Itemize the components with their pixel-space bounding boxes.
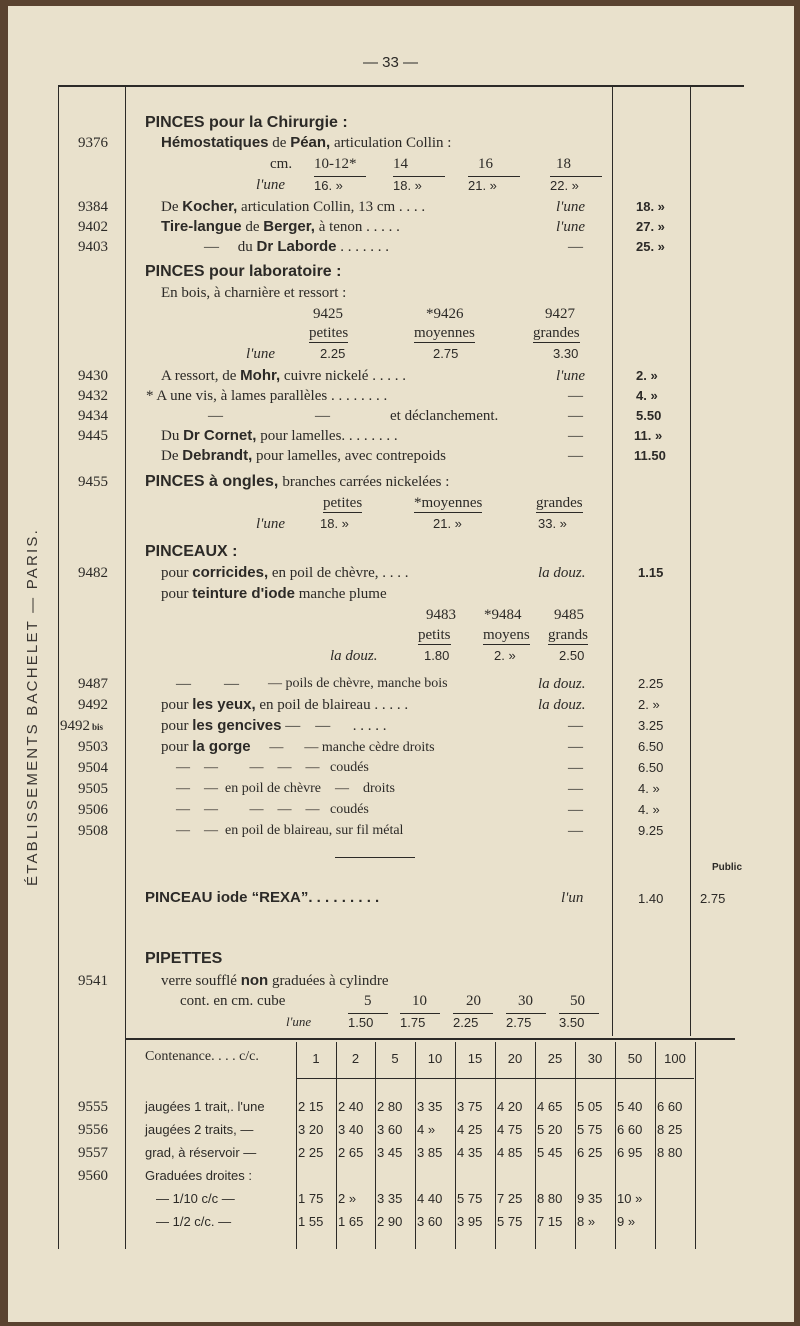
price-column-rule [612,86,613,1036]
declanchement-unit: — [568,408,583,424]
declanchement-dash-2: — [315,408,330,424]
table-row-label: — 1/10 c/c — [156,1191,235,1206]
chevre-dash-2: — [224,676,239,692]
public-column-rule [690,86,691,1036]
ref-9482: 9482 [78,565,108,581]
table-cell: 8 80 [657,1145,683,1160]
ref-9492: 9492 [78,697,108,713]
table-col-header: 1 [312,1051,320,1066]
table-cell: 6 60 [657,1099,683,1114]
table-cell: 5 75 [497,1214,523,1229]
pinceau-unit: la douz. [330,648,378,664]
section-title-ongles: PINCES à ongles, branches carrées nickelées : [145,473,450,490]
hemo-size-3: 16 [478,156,493,172]
table-cell: 5 20 [537,1122,563,1137]
table-cell: 2 90 [377,1214,403,1229]
lab-price-petites: 2.25 [320,346,346,361]
pipettes-line: verre soufflé non graduées à cylindre [161,972,389,989]
yeux-line: pour les yeux, en poil de blaireau . . . . . [161,696,409,713]
mohr-price: 2. » [636,368,658,383]
table-cell: 9 » [617,1214,636,1229]
ref-9403: 9403 [78,239,108,255]
table-cell: 3 75 [457,1099,483,1114]
ref-9541: 9541 [78,973,108,989]
gorge-price: 6.50 [638,739,664,754]
debrandt-line: De Debrandt, pour lamelles, avec contrepoids [161,447,446,464]
line-9504-price: 6.50 [638,760,664,775]
laborde-price: 25. » [636,239,665,254]
ref-9432: 9432 [78,388,108,404]
ongles-unit: l'une [256,516,286,532]
laborde-line: — du Dr Laborde . . . . . . . [204,238,390,255]
table-cell: 4 25 [457,1122,483,1137]
table-cell: 5 75 [457,1191,483,1206]
gencives-price: 3.25 [638,718,664,733]
section-title-pinceaux: PINCEAUX : [145,543,238,560]
pinceau-size-grands: grands [548,627,588,643]
pinceau-ref-9485: 9485 [554,607,584,623]
table-row-label: jaugées 2 traits, — [145,1122,254,1137]
table-cell: 2 25 [298,1145,324,1160]
ref-column-rule [125,86,126,1249]
table-header-label: Contenance. . . . c/c. [145,1049,259,1064]
ref-9434: 9434 [78,408,108,424]
kocher-unit: l'une [556,199,586,215]
hemo-size-4: 18 [556,156,571,172]
hemo-price-3: 21. » [468,176,520,195]
section-title-pipettes: PIPETTES [145,950,223,967]
vis-price: 4. » [636,388,658,403]
pipettes-size-20: 20 [466,993,481,1009]
catalog-page [8,6,794,1322]
hemo-size-2: 14 [393,156,408,172]
table-cell: 8 80 [537,1191,563,1206]
lab-bois-line: En bois, à charnière et ressort : [161,285,347,301]
table-cell: 8 25 [657,1122,683,1137]
ref-9557: 9557 [78,1145,108,1161]
ref-9556: 9556 [78,1122,108,1138]
lab-ref-9425: 9425 [313,306,343,322]
ongles-size-grandes: grandes [536,495,583,511]
pinceau-ref-9483: 9483 [426,607,456,623]
declanchement-price: 5.50 [636,408,662,423]
debrandt-unit: — [568,448,583,464]
table-cell: 4 » [417,1122,436,1137]
ongles-price-moyennes: 21. » [433,516,462,531]
hemo-price-2: 18. » [393,176,445,195]
table-row-label: — 1/2 c/c. — [156,1214,232,1229]
lab-size-moyennes: moyennes [414,325,475,341]
table-cell: 1 75 [298,1191,324,1206]
ref-9555: 9555 [78,1099,108,1115]
pipettes-price-10: 1.75 [400,1013,440,1032]
ref-9508: 9508 [78,823,108,839]
table-col-header: 5 [391,1051,399,1066]
hemostatiques-line: Hémostatiques de Péan, articulation Collin : [161,134,452,151]
gencives-line: pour les gencives — — . . . . . [161,717,387,734]
pipettes-unit: l'une [286,1014,312,1029]
line-9504-unit: — [568,760,583,776]
table-cell: 7 15 [537,1214,563,1229]
table-cell: 3 20 [298,1122,324,1137]
laborde-unit: — [568,239,583,255]
table-cell: 3 35 [377,1191,403,1206]
table-col-header: 15 [467,1051,483,1066]
table-col-header: 25 [547,1051,563,1066]
pipettes-size-30: 30 [518,993,533,1009]
table-cell: 3 45 [377,1145,403,1160]
line-9505-price: 4. » [638,781,660,796]
table-cell: 4 40 [417,1191,443,1206]
yeux-price: 2. » [638,697,660,712]
pipettes-cont-label: cont. en cm. cube [180,993,286,1009]
page-number: — 33 — [363,54,419,71]
table-col-header: 100 [664,1051,686,1066]
kocher-price: 18. » [636,199,665,214]
table-col-rule [695,1042,696,1249]
ongles-price-grandes: 33. » [538,516,567,531]
ref-9506: 9506 [78,802,108,818]
table-cell: 5 45 [537,1145,563,1160]
table-cell: 5 05 [577,1099,603,1114]
gorge-line: pour la gorge — — manche cèdre droits [161,738,435,755]
table-cell: 4 35 [457,1145,483,1160]
lab-size-grandes: grandes [533,325,580,341]
hemo-size-1: 10-12* [314,156,357,172]
chevre-dash-1: — [176,676,191,692]
section-title-laboratoire: PINCES pour laboratoire : [145,263,342,280]
ref-9376: 9376 [78,135,108,151]
table-cell: 2 40 [338,1099,364,1114]
table-cell: 3 35 [417,1099,443,1114]
cornet-unit: — [568,428,583,444]
pinceau-ref-9484: *9484 [484,607,522,623]
table-cell: 4 20 [497,1099,523,1114]
mohr-unit: l'une [556,368,586,384]
rexa-unit: l'un [561,890,584,906]
vis-line: * A une vis, à lames parallèles . . . . . . . . [146,388,388,404]
table-cell: 4 75 [497,1122,523,1137]
table-cell: 3 60 [377,1122,403,1137]
table-col-header: 30 [587,1051,603,1066]
table-cell: 2 15 [298,1099,324,1114]
section-title-chirurgie: PINCES pour la Chirurgie : [145,114,348,131]
lab-ref-9426: *9426 [426,306,464,322]
line-9504: — — — — — coudés [176,760,369,775]
hemo-unit: l'une [256,177,286,193]
ref-9402: 9402 [78,219,108,235]
lab-unit: l'une [246,346,276,362]
lab-size-petites: petites [309,325,349,341]
table-cell: 2 65 [338,1145,364,1160]
table-cell: 6 95 [617,1145,643,1160]
declanchement-text: et déclanchement. [390,408,499,424]
table-cell: 8 » [577,1214,596,1229]
table-cell: 10 » [617,1191,643,1206]
ref-9503: 9503 [78,739,108,755]
line-9508-price: 9.25 [638,823,664,838]
ref-9560: 9560 [78,1168,108,1184]
table-cell: 6 25 [577,1145,603,1160]
table-col-header: 20 [507,1051,523,1066]
hemo-price-4: 22. » [550,176,602,195]
table-row-label: jaugées 1 trait,. l'une [145,1099,265,1114]
rexa-line: PINCEAU iode “REXA”. . . . . . . . . [145,889,380,906]
yeux-unit: la douz. [538,697,586,713]
table-cell: 7 25 [497,1191,523,1206]
rexa-public-price: 2.75 [700,891,726,906]
ref-9445: 9445 [78,428,108,444]
table-row-label: grad, à réservoir — [145,1145,257,1160]
pinceau-price-petits: 1.80 [424,648,450,663]
chevre-unit: la douz. [538,676,586,692]
iode-line: pour teinture d'iode manche plume [161,585,387,602]
pipettes-price-50: 3.50 [559,1013,599,1032]
pinceau-size-moyens: moyens [483,627,530,643]
line-9506-price: 4. » [638,802,660,817]
lab-ref-9427: 9427 [545,306,575,322]
ref-9492-bis: 9492 bis [60,718,104,734]
debrandt-price: 11.50 [634,448,666,463]
corricides-line: pour corricides, en poil de chèvre, . . . . [161,564,409,581]
hemo-price-1: 16. » [314,176,366,195]
pipettes-size-50: 50 [570,993,585,1009]
corricides-price: 1.15 [638,565,664,580]
gencives-unit: — [568,718,583,734]
table-cell: 3 85 [417,1145,443,1160]
ongles-size-moyennes: *moyennes [414,495,483,511]
line-9505: — — en poil de chèvre — droits [176,781,395,796]
tire-langue-line: Tire-langue de Berger, à tenon . . . . . [161,218,400,235]
table-col-header: 10 [427,1051,443,1066]
lab-price-grandes: 3.30 [553,346,579,361]
table-cell: 3 60 [417,1214,443,1229]
pipettes-price-20: 2.25 [453,1013,493,1032]
pinceau-size-petits: petits [418,627,451,643]
table-cell: 5 75 [577,1122,603,1137]
line-9508: — — en poil de blaireau, sur fil métal [176,823,404,838]
public-column-label: Public [712,862,743,873]
rexa-price: 1.40 [638,891,664,906]
ongles-size-petites: petites [323,495,363,511]
chevre-price: 2.25 [638,676,664,691]
table-cell: 3 95 [457,1214,483,1229]
vis-unit: — [568,388,583,404]
kocher-line: De Kocher, articulation Collin, 13 cm . . . . [161,198,426,215]
ongles-price-petites: 18. » [320,516,349,531]
table-cell: 1 65 [338,1214,364,1229]
table-col-header: 2 [351,1051,360,1066]
table-cell: 5 40 [617,1099,643,1114]
table-cell: 4 85 [497,1145,523,1160]
lab-price-moyennes: 2.75 [433,346,459,361]
mohr-line: A ressort, de Mohr, cuivre nickelé . . . . . [161,367,406,384]
line-9506: — — — — — coudés [176,802,369,817]
pinceau-price-grands: 2.50 [559,648,585,663]
table-cell: 2 » [338,1191,357,1206]
pipettes-size-10: 10 [412,993,427,1009]
table-cell: 1 55 [298,1214,324,1229]
separator-rule [335,857,415,858]
pipettes-price-30: 2.75 [506,1013,546,1032]
ref-9504: 9504 [78,760,108,776]
table-cell: 9 35 [577,1191,603,1206]
line-9508-unit: — [568,823,583,839]
left-rule [58,86,59,1249]
top-rule [58,85,744,87]
line-9506-unit: — [568,802,583,818]
table-col-header: 50 [627,1051,643,1066]
table-cell: 4 65 [537,1099,563,1114]
hemo-cm-label: cm. [270,156,293,172]
tire-langue-unit: l'une [556,219,586,235]
table-top-rule [125,1038,735,1040]
pipettes-price-5: 1.50 [348,1013,388,1032]
cornet-price: 11. » [634,428,663,443]
pinceau-price-moyens: 2. » [494,648,516,663]
ref-9455: 9455 [78,474,108,490]
table-cell: 3 40 [338,1122,364,1137]
table-row-label: Graduées droites : [145,1168,252,1183]
tire-langue-price: 27. » [636,219,665,234]
line-9505-unit: — [568,781,583,797]
ref-9505: 9505 [78,781,108,797]
gorge-unit: — [568,739,583,755]
chevre-text: — poils de chèvre, manche bois [268,676,448,691]
cornet-line: Du Dr Cornet, pour lamelles. . . . . . . . [161,427,398,444]
ref-9430: 9430 [78,368,108,384]
pipettes-size-5: 5 [364,993,372,1009]
corricides-unit: la douz. [538,565,586,581]
declanchement-dash-1: — [208,408,223,424]
ref-9487: 9487 [78,676,108,692]
side-publisher-text: ÉTABLISSEMENTS BACHELET — PARIS. [24,528,41,886]
ref-9384: 9384 [78,199,108,215]
table-cell: 2 80 [377,1099,403,1114]
table-cell: 6 60 [617,1122,643,1137]
